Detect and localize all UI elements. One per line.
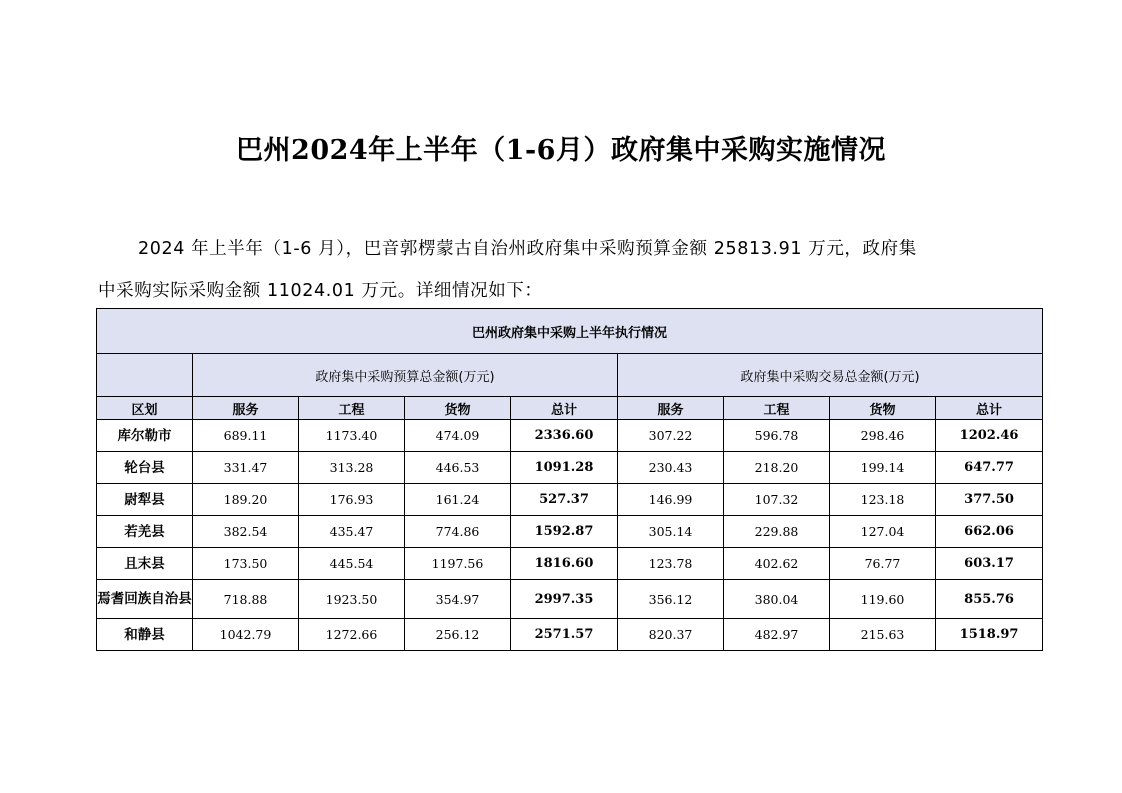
table-row	[97, 516, 1043, 548]
region-cell: 且末县	[97, 548, 193, 580]
budget-goods-cell: 256.12	[405, 619, 511, 651]
region-cell: 和静县	[97, 619, 193, 651]
table-row	[97, 452, 1043, 484]
trade-service-cell: 307.22	[618, 420, 724, 452]
intro-line-2: 中采购实际采购金额 11024.01 万元。详细情况如下：	[98, 281, 543, 301]
procurement-table	[96, 308, 1043, 651]
budget-project-cell: 313.28	[299, 452, 405, 484]
page-title: 巴州2024年上半年（1-6月）政府集中采购实施情况	[236, 135, 886, 166]
trade-project-cell: 229.88	[724, 516, 830, 548]
column-header-budget-project: 工程	[299, 397, 405, 420]
trade-total-cell: 1518.97	[936, 619, 1043, 651]
table-row	[97, 484, 1043, 516]
budget-goods-cell: 474.09	[405, 420, 511, 452]
trade-project-cell: 107.32	[724, 484, 830, 516]
column-header-budget-service: 服务	[193, 397, 299, 420]
intro-line-1: 2024 年上半年（1-6 月），巴音郭楞蒙古自治州政府集中采购预算金额 25813.91 万元，政府集	[138, 239, 917, 259]
table-row	[97, 619, 1043, 651]
budget-goods-cell: 354.97	[405, 580, 511, 619]
column-header-trade-service: 服务	[618, 397, 724, 420]
trade-total-cell: 377.50	[936, 484, 1043, 516]
trade-goods-cell: 298.46	[830, 420, 936, 452]
trade-service-cell: 123.78	[618, 548, 724, 580]
budget-total-cell: 527.37	[511, 484, 618, 516]
trade-goods-cell: 199.14	[830, 452, 936, 484]
column-header-trade-project: 工程	[724, 397, 830, 420]
trade-group-header: 政府集中采购交易总金额(万元)	[618, 354, 1043, 397]
budget-service-cell: 718.88	[193, 580, 299, 619]
trade-project-cell: 482.97	[724, 619, 830, 651]
trade-total-cell: 603.17	[936, 548, 1043, 580]
trade-goods-cell: 76.77	[830, 548, 936, 580]
budget-service-cell: 689.11	[193, 420, 299, 452]
trade-service-cell: 305.14	[618, 516, 724, 548]
budget-total-cell: 1091.28	[511, 452, 618, 484]
budget-project-cell: 176.93	[299, 484, 405, 516]
budget-goods-cell: 1197.56	[405, 548, 511, 580]
budget-goods-cell: 774.86	[405, 516, 511, 548]
budget-service-cell: 1042.79	[193, 619, 299, 651]
trade-service-cell: 230.43	[618, 452, 724, 484]
region-cell: 轮台县	[97, 452, 193, 484]
region-cell: 库尔勒市	[97, 420, 193, 452]
budget-total-cell: 2997.35	[511, 580, 618, 619]
budget-total-cell: 1592.87	[511, 516, 618, 548]
budget-project-cell: 1173.40	[299, 420, 405, 452]
region-cell: 尉犁县	[97, 484, 193, 516]
budget-project-cell: 435.47	[299, 516, 405, 548]
budget-goods-cell: 446.53	[405, 452, 511, 484]
column-header-trade-total: 总计	[936, 397, 1043, 420]
trade-service-cell: 356.12	[618, 580, 724, 619]
table-row	[97, 580, 1043, 619]
budget-total-cell: 2571.57	[511, 619, 618, 651]
budget-group-header: 政府集中采购预算总金额(万元)	[193, 354, 618, 397]
column-header-budget-goods: 货物	[405, 397, 511, 420]
trade-total-cell: 1202.46	[936, 420, 1043, 452]
table-row	[97, 420, 1043, 452]
budget-service-cell: 173.50	[193, 548, 299, 580]
trade-goods-cell: 215.63	[830, 619, 936, 651]
budget-total-cell: 1816.60	[511, 548, 618, 580]
budget-project-cell: 1923.50	[299, 580, 405, 619]
column-header-trade-goods: 货物	[830, 397, 936, 420]
trade-goods-cell: 127.04	[830, 516, 936, 548]
trade-project-cell: 218.20	[724, 452, 830, 484]
intro-paragraph	[98, 228, 1028, 312]
column-header-region: 区划	[97, 397, 193, 420]
budget-goods-cell: 161.24	[405, 484, 511, 516]
table-title: 巴州政府集中采购上半年执行情况	[97, 309, 1043, 354]
trade-service-cell: 146.99	[618, 484, 724, 516]
trade-project-cell: 596.78	[724, 420, 830, 452]
trade-service-cell: 820.37	[618, 619, 724, 651]
trade-project-cell: 380.04	[724, 580, 830, 619]
trade-project-cell: 402.62	[724, 548, 830, 580]
budget-service-cell: 382.54	[193, 516, 299, 548]
trade-goods-cell: 123.18	[830, 484, 936, 516]
budget-total-cell: 2336.60	[511, 420, 618, 452]
trade-total-cell: 662.06	[936, 516, 1043, 548]
column-header-budget-total: 总计	[511, 397, 618, 420]
budget-service-cell: 189.20	[193, 484, 299, 516]
trade-total-cell: 855.76	[936, 580, 1043, 619]
budget-project-cell: 445.54	[299, 548, 405, 580]
table-row	[97, 548, 1043, 580]
region-cell: 焉耆回族自治县	[97, 580, 193, 619]
trade-total-cell: 647.77	[936, 452, 1043, 484]
trade-goods-cell: 119.60	[830, 580, 936, 619]
budget-service-cell: 331.47	[193, 452, 299, 484]
empty-header-cell	[97, 354, 193, 397]
region-cell: 若羌县	[97, 516, 193, 548]
budget-project-cell: 1272.66	[299, 619, 405, 651]
